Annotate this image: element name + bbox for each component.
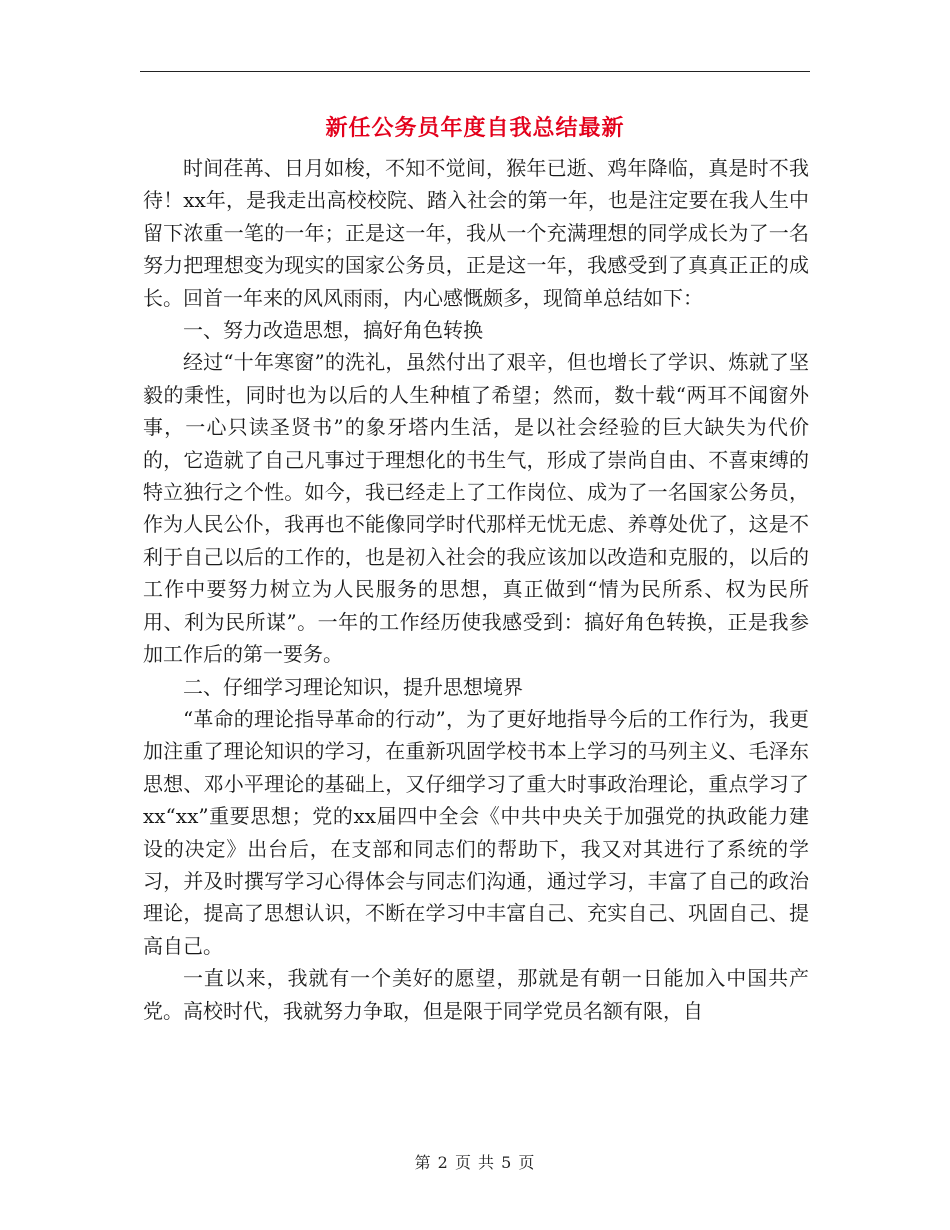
paragraph-intro: 时间荏苒、日月如梭，不知不觉间，猴年已逝、鸡年降临，真是时不我待！xx年，是我走出高校校院、踏入社会的第一年，也是注定要在我人生中留下浓重一笔的一年；正是这一年，我从一个充满理想的同学成长为了一名努力把理想变为现实的国家公务员，正是这一年，我感受到了真真正正的成长。回首一年来的风风雨雨，内心感慨颇多，现简单总结如下： [143,156,809,310]
header-rule [140,71,810,72]
paragraph-section-2: “革命的理论指导革命的行动”，为了更好地指导今后的工作行为，我更加注重了理论知识的学习，在重新巩固学校书本上学习的马列主义、毛泽东思想、邓小平理论的基础上，又仔细学习了重大时事政治理论，重点学习了xx“xx”重要思想；党的xx届四中全会《中共中央关于加强党的执政能力建设的决定》出台后，在支部和同志们的帮助下，我又对其进行了系统的学习，并及时撰写学习心得体会与同志们沟通，通过学习，丰富了自己的政治理论，提高了思想认识，不断在学习中丰富自己、充实自己、巩固自己、提高自己。 [143,706,809,958]
paragraph-section-1: 经过“十年寒窗”的洗礼，虽然付出了艰辛，但也增长了学识、炼就了坚毅的秉性，同时也为以后的人生种植了希望；然而，数十载“两耳不闻窗外事，一心只读圣贤书”的象牙塔内生活，是以社会经验的巨大缺失为代价的，它造就了自己凡事过于理想化的书生气，形成了崇尚自由、不喜束缚的特立独行之个性。如今，我已经走上了工作岗位、成为了一名国家公务员，作为人民公仆，我再也不能像同学时代那样无忧无虑、养尊处优了，这是不利于自己以后的工作的，也是初入社会的我应该加以改造和克服的，以后的工作中要努力树立为人民服务的思想，真正做到“情为民所系、权为民所用、利为民所谋”。一年的工作经历使我感受到：搞好角色转换，正是我参加工作后的第一要务。 [143,350,809,667]
page-number-footer: 第 2 页 共 5 页 [414,1153,536,1172]
section-heading-2: 二、仔细学习理论知识，提升思想境界 [183,674,523,699]
document-body [143,152,809,1027]
document-title: 新任公务员年度自我总结最新 [325,115,625,141]
paragraph-continued: 一直以来，我就有一个美好的愿望，那就是有朝一日能加入中国共产党。高校时代，我就努力争取，但是限于同学党员名额有限，自 [143,966,809,1023]
section-heading-1: 一、努力改造思想，搞好角色转换 [183,318,483,343]
